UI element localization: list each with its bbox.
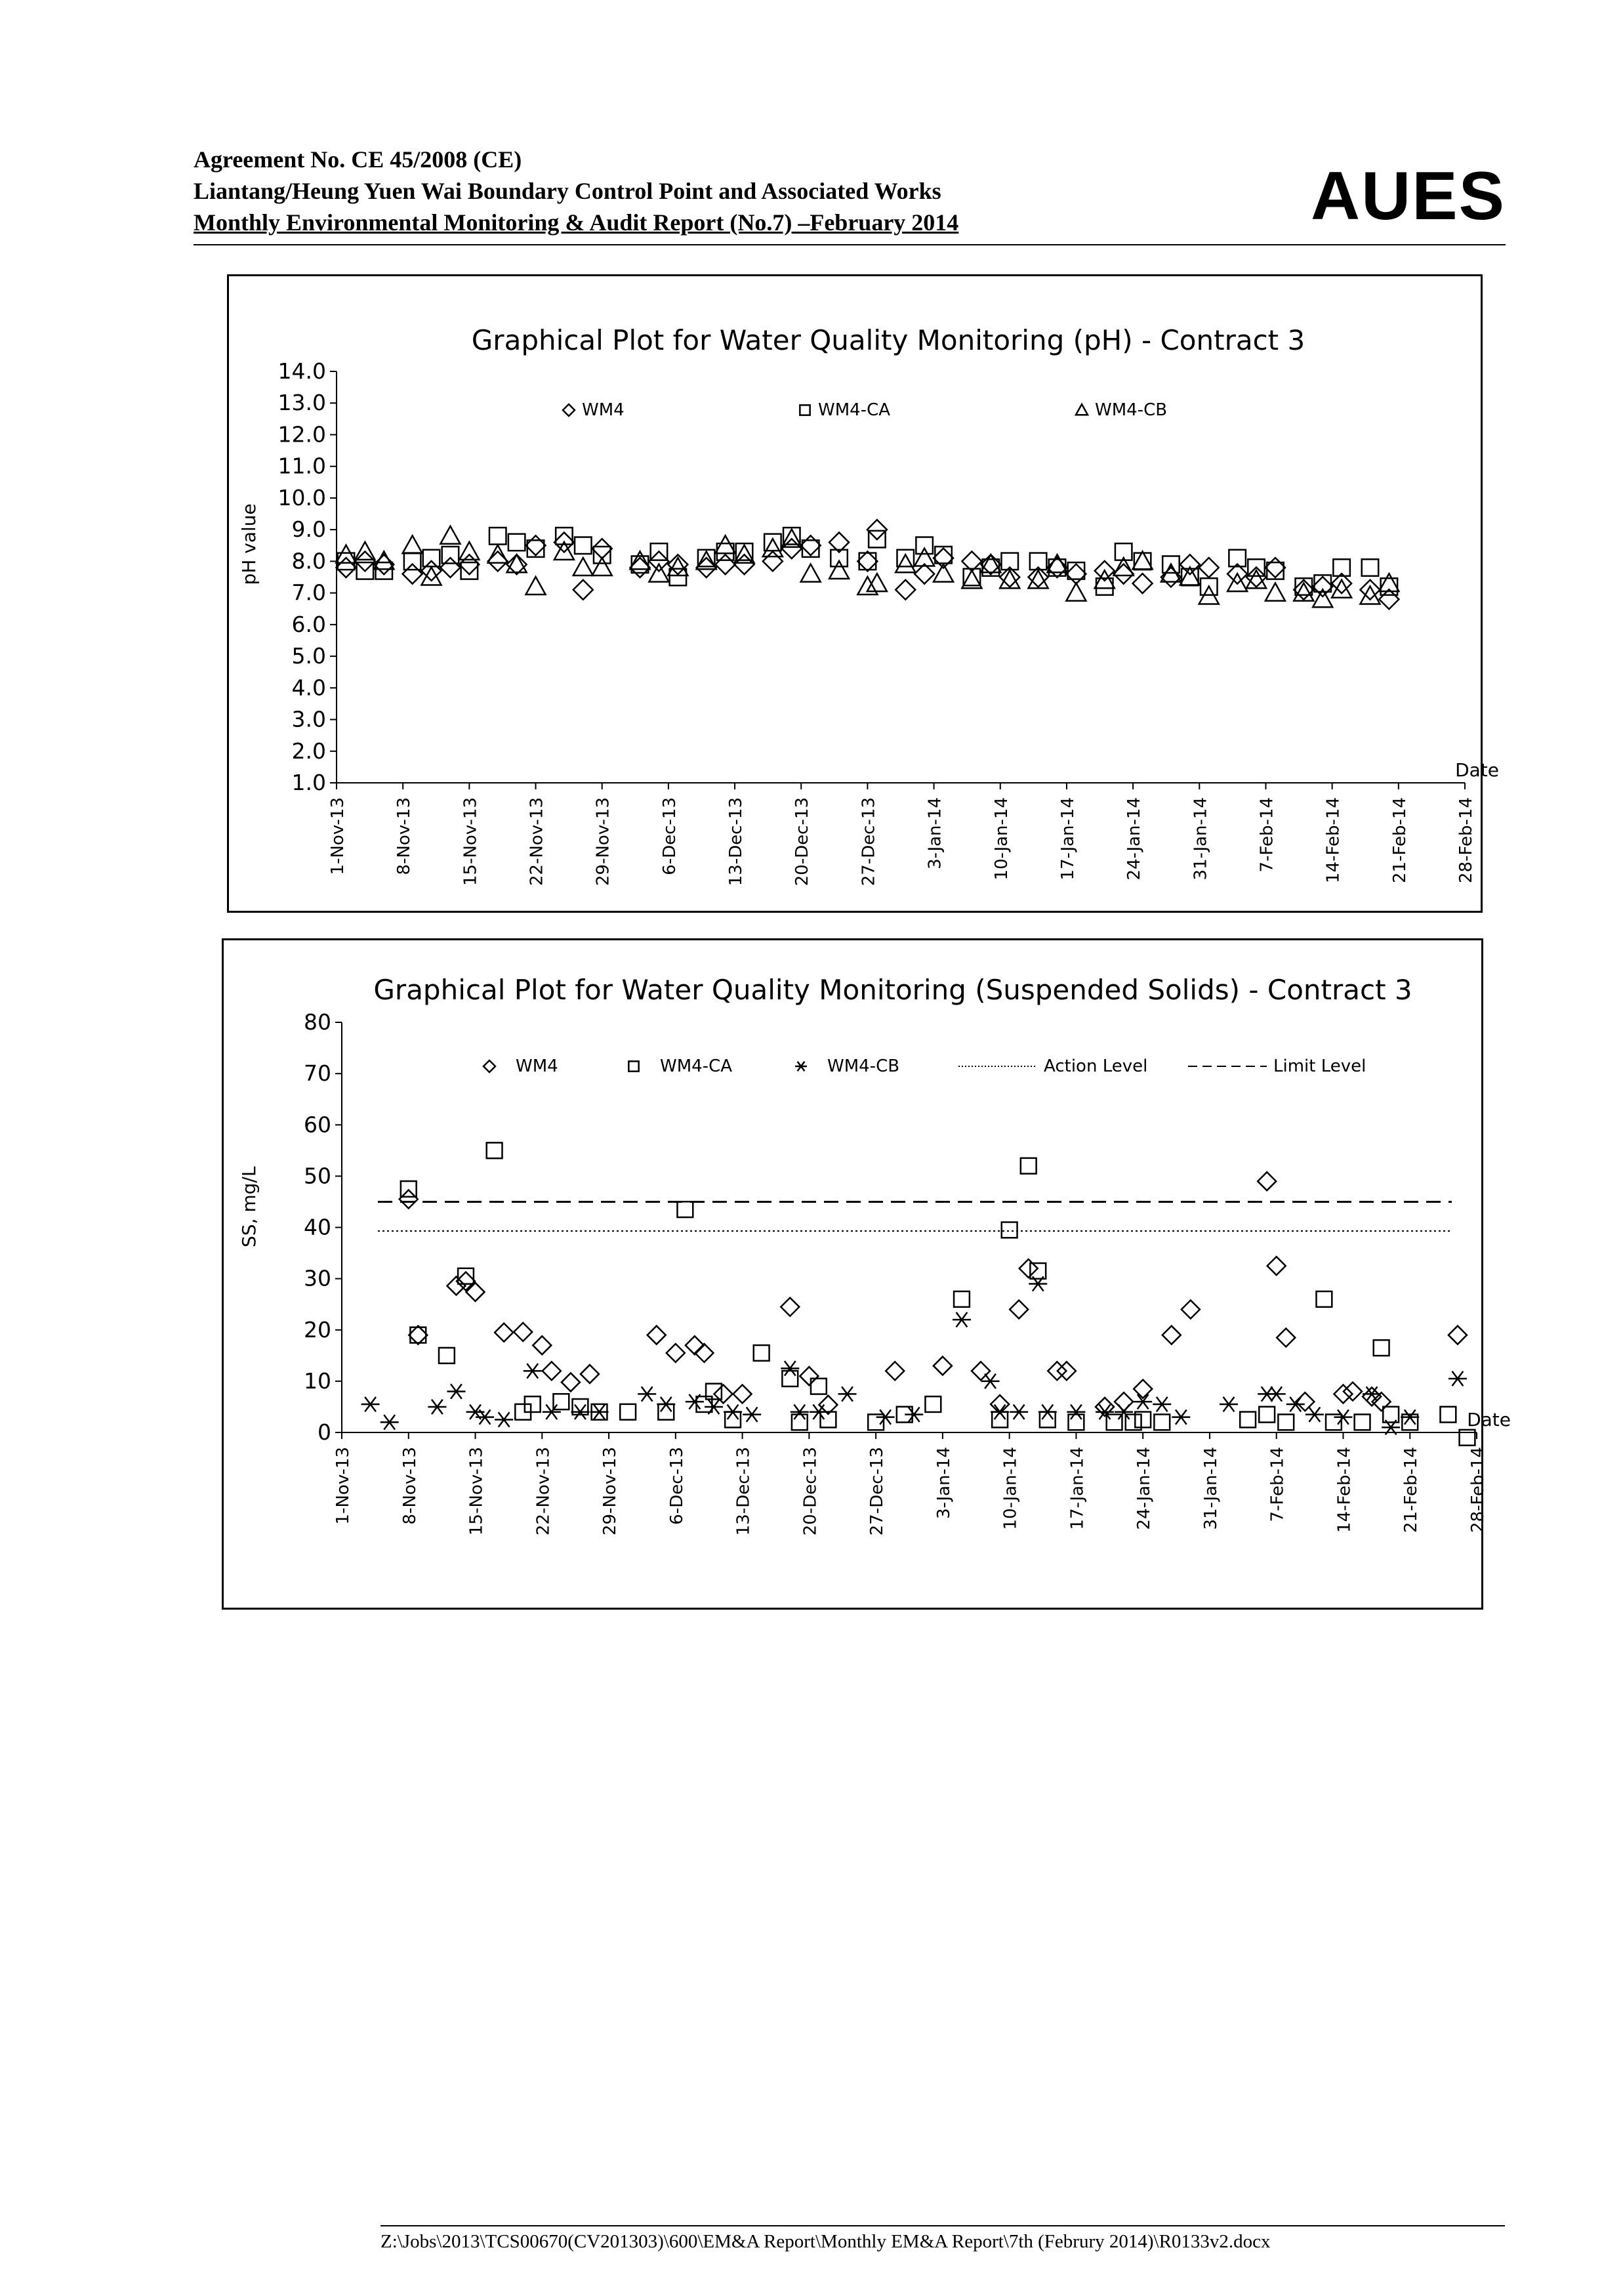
data-point-asterisk <box>428 1400 446 1414</box>
data-point-triangle <box>403 535 422 553</box>
x-tick-label: 1-Nov-13 <box>328 797 348 875</box>
data-point-square <box>1069 1414 1084 1430</box>
chart-title: Graphical Plot for Water Quality Monitoring (pH) - Contract 3 <box>471 324 1305 356</box>
data-point-diamond <box>1267 1257 1286 1275</box>
data-point-diamond <box>592 539 612 558</box>
data-point-square <box>1049 559 1066 576</box>
x-tick-label: 21-Feb-14 <box>1401 1447 1422 1533</box>
y-tick-label: 12.0 <box>277 421 326 448</box>
x-tick-label: 13-Dec-13 <box>726 797 747 887</box>
x-tick-label: 22-Nov-13 <box>533 1447 554 1535</box>
x-tick-label: 3-Jan-14 <box>934 1447 954 1519</box>
data-point-diamond <box>1114 564 1134 584</box>
series-group <box>401 1142 1475 1445</box>
legend-label: WM4 <box>582 400 625 420</box>
series-group <box>361 1276 1467 1434</box>
data-point-triangle <box>630 551 650 569</box>
data-point-diamond <box>1066 564 1086 584</box>
data-point-asterisk <box>905 1407 923 1421</box>
footer-divider <box>380 2225 1505 2226</box>
data-point-triangle <box>1332 580 1351 598</box>
data-point-asterisk <box>1220 1397 1238 1411</box>
x-tick-label: 29-Nov-13 <box>593 797 613 886</box>
data-point-diamond <box>867 520 887 539</box>
data-point-square <box>1381 578 1398 595</box>
data-point-diamond <box>507 554 527 574</box>
aues-logo: AUES <box>1311 158 1506 234</box>
data-point-diamond <box>573 580 593 600</box>
x-axis-label: Date <box>1467 1409 1511 1430</box>
data-point-square <box>658 1404 674 1420</box>
data-point-square <box>925 1396 941 1412</box>
y-tick-label: 60 <box>304 1112 331 1138</box>
data-point-triangle <box>526 577 546 595</box>
data-point-diamond <box>562 1373 580 1391</box>
legend-label: WM4-CB <box>827 1056 900 1076</box>
x-tick-label: 20-Dec-13 <box>792 797 813 887</box>
legend-label: WM4-CA <box>818 400 891 420</box>
ss-chart-panel <box>222 938 1511 1610</box>
data-point-square <box>1278 1414 1294 1430</box>
data-point-diamond <box>1181 1301 1200 1319</box>
data-point-square <box>1316 1291 1332 1307</box>
data-point-asterisk <box>1334 1409 1352 1424</box>
x-tick-label: 13-Dec-13 <box>733 1447 754 1536</box>
y-tick-label: 9.0 <box>291 516 326 543</box>
agreement-number: Agreement No. CE 45/2008 (CE) <box>194 146 522 173</box>
y-tick-label: 14.0 <box>277 358 326 384</box>
data-point-diamond <box>488 551 508 571</box>
data-point-triangle <box>829 561 849 579</box>
data-point-triangle <box>895 554 915 572</box>
data-point-square <box>954 1291 970 1307</box>
x-tick-label: 8-Nov-13 <box>394 797 415 875</box>
x-tick-label: 17-Jan-14 <box>1067 1447 1088 1530</box>
x-tick-label: 29-Nov-13 <box>600 1447 621 1535</box>
data-point-asterisk <box>876 1409 895 1424</box>
data-point-diamond <box>1448 1326 1467 1345</box>
data-point-square <box>1259 1407 1275 1423</box>
y-tick-label: 8.0 <box>291 548 326 574</box>
x-tick-label: 1-Nov-13 <box>333 1447 353 1525</box>
x-tick-label: 20-Dec-13 <box>800 1447 821 1536</box>
data-point-diamond <box>697 558 716 577</box>
data-point-triangle <box>763 539 783 556</box>
data-point-diamond <box>649 551 668 571</box>
data-point-triangle <box>1066 583 1086 601</box>
data-point-triangle <box>1360 586 1380 604</box>
y-tick-label: 10.0 <box>277 484 326 511</box>
y-tick-label: 70 <box>304 1060 331 1087</box>
data-point-square <box>594 547 611 564</box>
data-point-asterisk <box>810 1405 828 1419</box>
data-point-square <box>800 405 810 415</box>
data-point-square <box>575 537 592 554</box>
data-point-asterisk <box>1067 1405 1085 1419</box>
data-point-square <box>782 1371 798 1387</box>
x-tick-label: 31-Jan-14 <box>1191 797 1211 881</box>
data-point-triangle <box>801 564 821 582</box>
data-point-square <box>1154 1414 1170 1430</box>
data-point-triangle <box>592 558 612 575</box>
x-tick-label: 6-Dec-13 <box>667 1447 687 1525</box>
data-point-diamond <box>1180 554 1200 574</box>
data-point-square <box>792 1414 808 1430</box>
data-point-asterisk <box>1305 1407 1324 1421</box>
x-tick-label: 7-Feb-14 <box>1257 797 1277 873</box>
data-point-diamond <box>336 558 356 577</box>
legend-marker <box>795 1062 807 1071</box>
y-tick-label: 10 <box>304 1367 331 1394</box>
data-point-asterisk <box>1038 1405 1057 1419</box>
x-tick-label: 31-Jan-14 <box>1201 1447 1221 1530</box>
data-point-asterisk <box>380 1415 399 1429</box>
data-point-diamond <box>400 1190 418 1209</box>
data-point-triangle <box>1180 568 1200 585</box>
report-title: Monthly Environmental Monitoring & Audit Report (No.7) –February 2014 <box>194 209 959 236</box>
data-point-triangle <box>488 545 508 563</box>
series-group <box>336 520 1399 609</box>
data-point-diamond <box>466 1283 485 1301</box>
legend-label: Limit Level <box>1273 1056 1366 1076</box>
y-tick-label: 40 <box>304 1214 331 1240</box>
data-point-diamond <box>514 1323 532 1341</box>
data-point-diamond <box>1360 580 1380 600</box>
data-point-square <box>670 569 687 586</box>
y-tick-label: 7.0 <box>291 579 326 606</box>
data-point-triangle <box>459 542 479 560</box>
data-point-diamond <box>1379 589 1399 609</box>
data-point-diamond <box>1334 1385 1352 1403</box>
data-point-square <box>1440 1407 1456 1423</box>
ss-chart-svg <box>224 940 1511 1608</box>
x-tick-label: 6-Dec-13 <box>659 797 680 875</box>
data-point-diamond <box>667 1344 685 1362</box>
project-title: Liantang/Heung Yuen Wai Boundary Control Point and Associated Works <box>194 178 941 204</box>
data-point-asterisk <box>781 1361 799 1375</box>
data-point-diamond <box>714 1385 733 1403</box>
series-group <box>338 528 1397 595</box>
x-tick-label: 22-Nov-13 <box>527 797 547 886</box>
x-tick-label: 28-Feb-14 <box>1468 1447 1488 1533</box>
data-point-square <box>677 1201 693 1217</box>
y-tick-label: 30 <box>304 1265 331 1291</box>
data-point-square <box>442 547 459 564</box>
data-point-diamond <box>934 1356 952 1375</box>
x-tick-label: 15-Nov-13 <box>461 797 481 886</box>
data-point-diamond <box>686 1336 704 1354</box>
data-point-diamond <box>1134 1380 1152 1398</box>
data-point-triangle <box>716 535 735 553</box>
data-point-triangle <box>422 568 442 585</box>
data-point-asterisk <box>838 1387 857 1401</box>
data-point-diamond <box>1010 1301 1028 1319</box>
data-point-square <box>754 1345 770 1361</box>
data-point-diamond <box>781 1298 799 1316</box>
x-tick-label: 24-Jan-14 <box>1124 797 1145 881</box>
x-tick-label: 24-Jan-14 <box>1134 1447 1155 1530</box>
data-point-diamond <box>1162 1326 1181 1345</box>
legend-label: WM4 <box>516 1056 558 1076</box>
data-point-asterisk <box>543 1405 561 1419</box>
data-point-triangle <box>336 545 356 563</box>
data-point-asterisk <box>524 1364 542 1378</box>
y-tick-label: 0 <box>318 1419 331 1445</box>
data-point-diamond <box>403 564 422 584</box>
header-divider <box>194 244 1506 245</box>
y-tick-label: 13.0 <box>277 390 326 416</box>
data-point-diamond <box>563 404 575 416</box>
data-point-diamond <box>483 1060 495 1072</box>
data-point-diamond <box>447 1277 465 1295</box>
y-tick-label: 3.0 <box>291 706 326 732</box>
y-tick-label: 6.0 <box>291 611 326 637</box>
x-tick-label: 14-Feb-14 <box>1334 1447 1355 1533</box>
data-point-diamond <box>526 535 546 555</box>
data-point-diamond <box>1313 577 1332 596</box>
data-point-diamond <box>647 1326 666 1345</box>
ph-chart-panel <box>227 274 1499 913</box>
ph-chart-svg <box>229 276 1499 911</box>
data-point-diamond <box>914 564 934 584</box>
data-point-square <box>725 1412 741 1428</box>
data-point-square <box>1240 1412 1256 1428</box>
data-point-diamond <box>1277 1328 1295 1346</box>
x-tick-label: 3-Jan-14 <box>925 797 945 869</box>
legend-marker <box>1076 404 1088 415</box>
data-point-square <box>859 553 876 570</box>
data-point-asterisk <box>590 1405 609 1419</box>
data-point-asterisk <box>791 1405 809 1419</box>
data-point-diamond <box>422 561 442 581</box>
y-tick-label: 2.0 <box>291 738 326 764</box>
x-tick-label: 15-Nov-13 <box>466 1447 487 1535</box>
data-point-square <box>487 1142 503 1158</box>
data-point-asterisk <box>795 1062 807 1071</box>
data-point-triangle <box>649 564 668 582</box>
footer-file-path: Z:\Jobs\2013\TCS00670(CV201303)\600\EM&A Report\Monthly EM&A Report\7th (Februry 2014)\R0133v2.docx <box>380 2231 1271 2252</box>
data-point-square <box>508 534 525 551</box>
data-point-diamond <box>457 1272 475 1291</box>
data-point-diamond <box>1115 1392 1133 1411</box>
data-point-diamond <box>1133 574 1153 593</box>
data-point-diamond <box>695 1344 713 1362</box>
data-point-triangle <box>934 564 953 582</box>
data-point-diamond <box>1258 1172 1276 1190</box>
y-axis-label: SS, mg/L <box>238 1166 260 1247</box>
data-point-diamond <box>733 1385 752 1403</box>
legend-marker <box>800 405 810 415</box>
data-point-diamond <box>630 558 650 577</box>
data-point-diamond <box>1344 1383 1362 1401</box>
data-point-square <box>489 528 506 545</box>
data-point-asterisk <box>743 1407 761 1421</box>
y-tick-label: 4.0 <box>291 675 326 701</box>
data-point-asterisk <box>1448 1371 1467 1386</box>
data-point-triangle <box>1265 583 1285 601</box>
data-point-asterisk <box>638 1387 656 1401</box>
data-point-square <box>461 562 478 579</box>
data-point-square <box>1374 1340 1389 1356</box>
data-point-asterisk <box>1286 1397 1305 1411</box>
data-point-diamond <box>1265 558 1285 577</box>
data-point-diamond <box>581 1365 599 1383</box>
y-axis-label: pH value <box>238 503 260 585</box>
data-point-asterisk <box>447 1384 465 1398</box>
x-axis-label: Date <box>1455 759 1499 781</box>
data-point-triangle <box>1076 404 1088 415</box>
data-point-diamond <box>1019 1259 1038 1278</box>
data-point-triangle <box>440 526 460 544</box>
data-point-diamond <box>801 535 821 555</box>
x-tick-label: 28-Feb-14 <box>1456 797 1476 883</box>
x-tick-label: 27-Dec-13 <box>867 1447 888 1536</box>
data-point-square <box>1362 559 1379 576</box>
legend-marker <box>483 1060 495 1072</box>
data-point-asterisk <box>953 1312 971 1327</box>
data-point-diamond <box>895 580 915 600</box>
data-point-asterisk <box>1010 1405 1028 1419</box>
data-point-diamond <box>495 1324 513 1342</box>
data-point-diamond <box>981 554 1000 574</box>
data-point-square <box>410 1327 426 1343</box>
data-point-triangle <box>1133 551 1153 569</box>
data-point-asterisk <box>724 1405 742 1419</box>
x-tick-label: 27-Dec-13 <box>859 797 879 887</box>
legend-marker <box>628 1061 638 1071</box>
data-point-square <box>1355 1414 1370 1430</box>
y-tick-label: 80 <box>304 1009 331 1035</box>
data-point-diamond <box>886 1362 904 1380</box>
legend-label: Action Level <box>1044 1056 1148 1076</box>
data-point-diamond <box>1199 558 1219 577</box>
data-point-diamond <box>409 1326 427 1345</box>
data-point-diamond <box>543 1362 561 1380</box>
data-point-triangle <box>573 558 593 575</box>
data-point-triangle <box>507 554 527 572</box>
data-point-asterisk <box>495 1412 513 1427</box>
x-tick-label: 7-Feb-14 <box>1267 1447 1288 1522</box>
data-point-diamond <box>857 551 877 571</box>
data-point-diamond <box>533 1336 551 1354</box>
x-tick-label: 10-Jan-14 <box>1000 1447 1021 1530</box>
report-header <box>194 146 1506 245</box>
y-tick-label: 11.0 <box>277 453 326 479</box>
y-tick-label: 20 <box>304 1316 331 1343</box>
legend-marker <box>563 404 575 416</box>
data-point-diamond <box>440 558 460 577</box>
x-tick-label: 14-Feb-14 <box>1323 797 1344 883</box>
data-point-square <box>1021 1158 1037 1174</box>
series-group <box>400 1172 1467 1416</box>
y-tick-label: 1.0 <box>291 770 326 795</box>
data-point-asterisk <box>1115 1405 1133 1419</box>
data-point-square <box>404 553 421 570</box>
x-tick-label: 10-Jan-14 <box>991 797 1012 881</box>
data-point-triangle <box>981 554 1000 572</box>
x-tick-label: 17-Jan-14 <box>1058 797 1078 881</box>
data-point-square <box>1040 1412 1056 1428</box>
data-point-asterisk <box>1134 1394 1152 1409</box>
data-point-square <box>376 562 393 579</box>
data-point-square <box>628 1061 638 1071</box>
chart-title: Graphical Plot for Water Quality Monitoring (Suspended Solids) - Contract 3 <box>373 974 1412 1006</box>
data-point-square <box>620 1404 636 1420</box>
x-tick-label: 8-Nov-13 <box>400 1447 420 1525</box>
data-point-diamond <box>800 1367 818 1385</box>
data-point-asterisk <box>571 1405 589 1419</box>
data-point-square <box>1002 1222 1017 1238</box>
data-point-asterisk <box>1153 1397 1171 1411</box>
data-point-diamond <box>459 554 479 574</box>
legend-label: WM4-CB <box>1095 400 1168 420</box>
data-point-square <box>439 1348 455 1364</box>
data-point-square <box>423 550 440 567</box>
data-point-asterisk <box>361 1397 380 1411</box>
data-point-square <box>916 537 933 554</box>
data-point-asterisk <box>1401 1409 1419 1424</box>
y-tick-label: 50 <box>304 1163 331 1189</box>
data-point-asterisk <box>657 1397 675 1411</box>
x-tick-label: 21-Feb-14 <box>1389 797 1410 883</box>
data-point-diamond <box>716 554 735 574</box>
data-point-asterisk <box>1172 1409 1190 1424</box>
legend-label: WM4-CA <box>660 1056 733 1076</box>
y-tick-label: 5.0 <box>291 643 326 669</box>
data-point-diamond <box>763 551 783 571</box>
